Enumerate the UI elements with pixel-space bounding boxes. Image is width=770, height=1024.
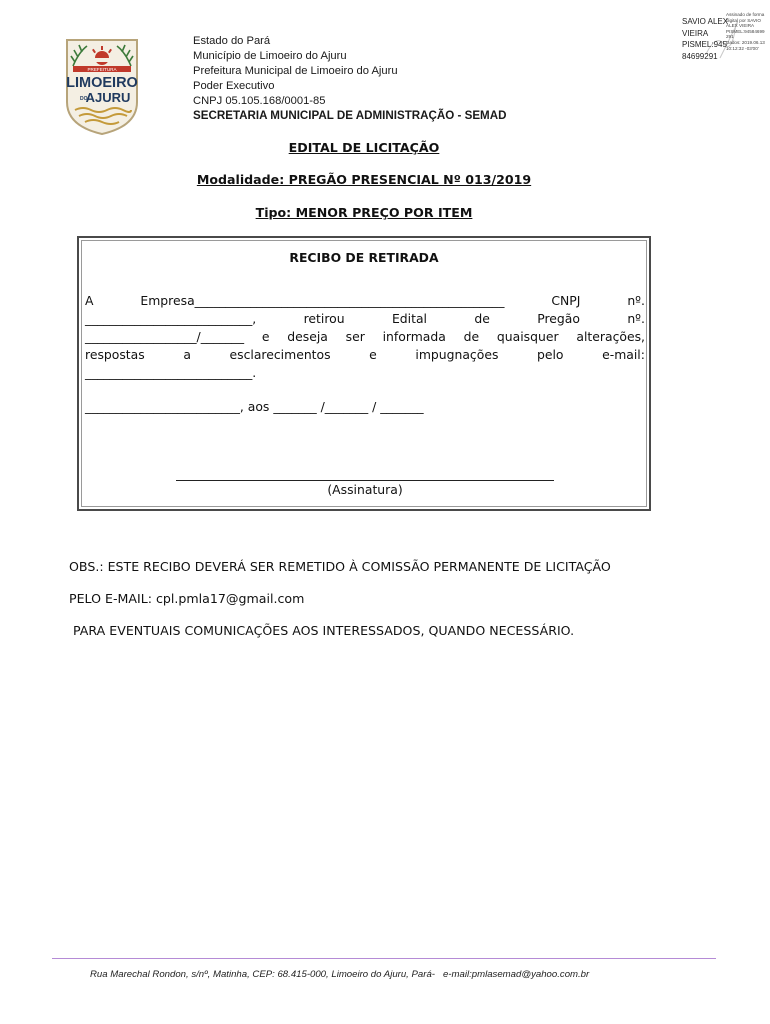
signature-line [176,480,554,481]
receipt-line-1: A Empresa__________________________________________________ CNPJ nº. [85,293,645,308]
receipt-line-3: __________________/_______ e deseja ser informada de quaisquer alterações, [85,329,645,344]
municipal-coat-of-arms-icon [63,36,141,136]
svg-text:AJURU: AJURU [85,90,131,105]
svg-text:PREFEITURA: PREFEITURA [87,67,117,72]
receipt-line-2: ___________________________, retirou Edital de Pregão nº. [85,311,645,326]
header-secretariat: SECRETARIA MUNICIPAL DE ADMINISTRAÇÃO - SEMAD [193,108,507,122]
header-cnpj: CNPJ 05.105.168/0001-85 [193,94,326,107]
receipt-title: RECIBO DE RETIRADA [289,250,439,265]
signature-name: SAVIO ALEX VIEIRA PISMEL:945 84699291 [682,17,729,61]
observation-email-line: PELO E-MAIL: cpl.pmla17@gmail.com [69,591,305,606]
receipt-line-5: ___________________________. [85,365,257,380]
digital-signature-stamp [682,12,768,62]
header-state: Estado do Pará [193,35,271,47]
document-header [193,34,506,123]
edital-title: EDITAL DE LICITAÇÃO [288,140,440,155]
svg-text:LIMOEIRO: LIMOEIRO [66,75,138,91]
observation-line-3: PARA EVENTUAIS COMUNICAÇÕES AOS INTERESSADOS, QUANDO NECESSÁRIO. [69,623,575,638]
svg-text:DO: DO [80,96,88,102]
header-prefecture: Prefeitura Municipal de Limoeiro do Ajuru [193,64,398,77]
header-municipality: Município de Limoeiro do Ajuru [193,49,347,62]
footer-divider [52,958,716,959]
header-executive: Poder Executivo [193,79,275,92]
signature-label: (Assinatura) [327,482,403,497]
receipt-date-line: _________________________, aos _______ /_______ / _______ [85,399,424,414]
modalidade-title: Modalidade: PREGÃO PRESENCIAL Nº 013/2019 [196,172,532,187]
observation-line-1: OBS.: ESTE RECIBO DEVERÁ SER REMETIDO À COMISSÃO PERMANENTE DE LICITAÇÃO [69,559,611,574]
signature-details: Assinado de forma digital por SAVIO ALEX VIEIRA PISMEL:94584699 291 Dados: 2019.06.13 10:12:32 -03'00' [726,12,765,51]
receipt-box [77,236,651,511]
footer-address: Rua Marechal Rondon, s/nº, Matinha, CEP: 68.415-000, Limoeiro do Ajuru, Pará- e-mail:pmlasemad@yahoo.com.br [90,969,590,980]
tipo-title: Tipo: MENOR PREÇO POR ITEM [255,205,473,220]
receipt-line-4: respostas a esclarecimentos e impugnações pelo e-mail: [85,347,645,362]
